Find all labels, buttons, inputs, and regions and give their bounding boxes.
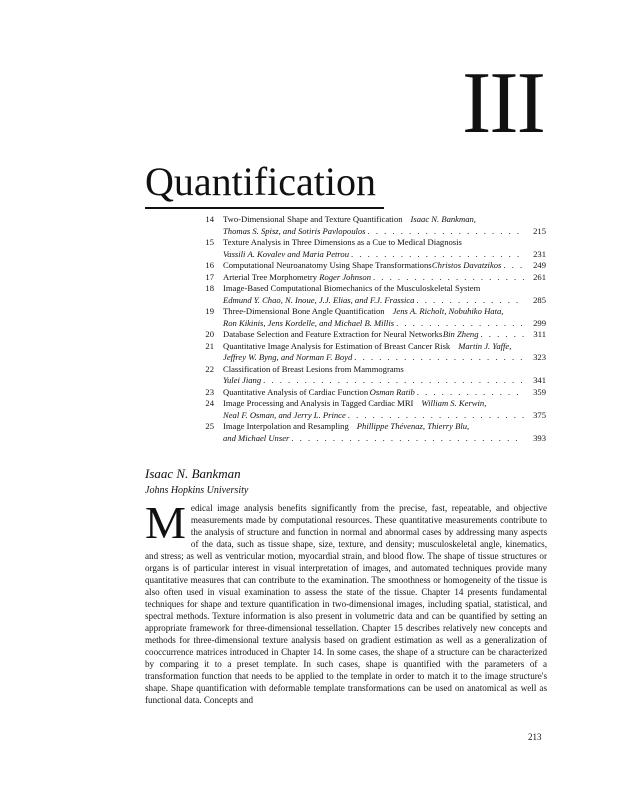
toc-leader-dots [351,249,524,261]
toc-chapter-number: 24 [205,398,214,408]
toc-chapter-authors: Jeffrey W. Byng, and Norman F. Boyd [223,352,353,362]
toc-chapter-number: 16 [205,260,214,270]
toc-chapter-authors: William S. Kerwin, [421,398,487,408]
toc-line [223,272,546,284]
toc-page-number: 393 [533,432,546,443]
toc-page-number: 341 [533,375,546,385]
toc-chapter-title: Computational Neuroanatomy Using Shape Transformations [223,260,432,270]
toc-leader-dots [291,433,524,445]
toc-entry [200,329,546,341]
toc-chapter-authors: Osman Ratib [369,386,415,397]
toc-chapter-number: 21 [205,340,214,351]
toc-chapter-authors: Thomas S. Spisz, and Sotiris Pavlopoulos [223,225,366,236]
toc-line [223,249,546,261]
toc-line [223,410,546,422]
toc-chapter-title: Image Processing and Analysis in Tagged Cardiac MRI [223,398,414,408]
toc-chapter-authors: Neal F. Osman, and Jerry L. Prince [223,409,346,420]
toc-spacer [413,398,421,410]
toc-entry [200,260,546,272]
toc-page-number: 249 [533,260,546,270]
toc-leader-dots [481,329,525,341]
author-affiliation: Johns Hopkins University [145,485,249,496]
toc-line [223,364,546,376]
toc-chapter-authors: Martin J. Yaffe, [458,340,512,351]
toc-line [223,433,546,445]
toc-chapter-title: Two-Dimensional Shape and Texture Quantification [223,214,403,224]
toc-chapter-title: Classification of Breast Lesions from Mammograms [223,363,404,374]
toc-chapter-authors: Phillippe Thévenaz, Thierry Blu, [356,421,470,431]
toc-chapter-authors: and Michael Unser [223,432,290,443]
toc-line [223,329,546,341]
toc-chapter-authors: Bin Zheng [442,329,479,339]
toc-chapter-authors: Vassili A. Kovalev and Maria Petrou [223,248,350,259]
page-number: 213 [528,732,542,742]
toc-entry [200,341,546,364]
toc-spacer [403,214,411,226]
toc-page-number: 299 [533,317,546,328]
toc-leader-dots [263,375,524,387]
toc-line [223,398,546,410]
toc-line [223,375,546,387]
toc-line [223,237,546,249]
toc-line [223,260,546,272]
toc-chapter-number: 20 [205,329,214,339]
toc-chapter-authors: Isaac N. Bankman, [410,214,476,224]
toc-entry [200,387,546,399]
toc-chapter-authors: Jens A. Richolt, Nobuhiko Hata, [392,306,504,316]
toc-line [223,341,546,353]
drop-cap: M [145,497,186,548]
toc-chapter-title: Quantitative Analysis of Cardiac Function [223,386,369,397]
toc-line [223,352,546,364]
toc-chapter-title: Three-Dimensional Bone Angle Quantification [223,306,385,316]
body-text: edical image analysis benefits significantly from the precise, fast, repeatable, and objective measurements made by computational resources. These quantitative measurements contribute to the analysis of structure and function in normal and abnormal cases by addressing many aspects of the data, such as tissue shape, size, texture, and density; musculoskeletal angle, kinematics, and stress; as well as ventricular motion, myocardial strain, and blood flow. The shape of tissue structures or organs is of particular interest in visual interpretation of images, and automated techniques provide many quantitative measures that can contribute to the examination. The smoothness or homogeneity of the tissue is also often used in visual examination to assess the state of the tissue. Chapter 14 presents fundamental techniques for shape and texture quantification in two-dimensional images, including spatial, statistical, and spectral methods. Texture information is also present in volumetric data and can be quantified by setting an appropriate framework for three-dimensional tessellation. Chapter 15 describes relatively new concepts and methods for three-dimensional texture analysis based on gradient estimation as well as a generalization of cooccurrence matrices introduced in Chapter 14. In some cases, the shape of a structure can be characterized by comparing it to a preset template. In such cases, shape is quantified with the parameters of a transformation function that needs to be applied to the template in order to match it to the image structure's shape. Shape quantification with deformable template transformations can be used on anatomical as well as functional data. Concepts and [145,503,547,705]
toc-chapter-title: Arterial Tree Morphometry [223,271,318,282]
toc-line [223,306,546,318]
toc-page-number: 323 [533,352,546,362]
toc-page-number: 359 [533,386,546,397]
toc-chapter-number: 19 [205,306,214,316]
toc-line [223,318,546,330]
table-of-contents [200,214,546,444]
toc-line [223,283,546,295]
toc-line [223,421,546,433]
toc-chapter-number: 17 [205,271,214,282]
toc-chapter-authors: Christos Davatzikos [431,260,502,270]
toc-entry [200,364,546,387]
toc-line [223,295,546,307]
toc-chapter-authors: Yulei Jiang [223,375,262,385]
toc-page-number: 375 [533,409,546,420]
toc-chapter-number: 22 [205,363,214,374]
toc-line [223,226,546,238]
toc-chapter-number: 18 [205,283,214,293]
body-paragraph [145,497,547,706]
toc-page-number: 311 [533,329,546,339]
toc-leader-dots [368,226,524,238]
toc-page-number: 215 [533,225,546,236]
part-title: Quantification [145,159,377,204]
toc-chapter-number: 14 [205,214,214,224]
toc-line [223,387,546,399]
toc-leader-dots [396,318,524,330]
toc-chapter-authors: Ron Kikinis, Jens Kordelle, and Michael B. Millis [223,317,395,328]
toc-leader-dots [416,295,524,307]
toc-chapter-authors: Roger Johnson [319,271,371,282]
toc-chapter-title: Database Selection and Feature Extraction for Neural Networks [223,329,443,339]
toc-spacer [349,421,357,433]
toc-chapter-title: Image-Based Computational Biomechanics of the Musculoskeletal System [223,283,481,293]
title-rule [145,207,384,209]
toc-chapter-authors: Edmund Y. Chao, N. Inoue, J.J. Elias, and F.J. Frassica [223,294,415,305]
author-name: Isaac N. Bankman [145,466,241,481]
toc-entry [200,272,546,284]
toc-entry [200,214,546,237]
toc-line [223,214,546,226]
toc-chapter-title: Image Interpolation and Resampling [223,421,349,431]
toc-leader-dots [503,260,524,272]
toc-page-number: 285 [533,294,546,305]
toc-page-number: 231 [533,248,546,259]
toc-entry [200,421,546,444]
toc-entry [200,398,546,421]
toc-chapter-title: Quantitative Image Analysis for Estimation of Breast Cancer Risk [223,340,451,351]
toc-page-number: 261 [533,271,546,282]
part-number: III [462,55,544,152]
toc-leader-dots [354,352,524,364]
toc-entry [200,306,546,329]
toc-leader-dots [348,410,524,422]
toc-chapter-number: 23 [205,386,214,397]
toc-leader-dots [417,387,524,399]
toc-leader-dots [373,272,524,284]
toc-chapter-number: 25 [205,421,214,431]
toc-chapter-number: 15 [205,237,214,247]
toc-entry [200,283,546,306]
toc-spacer [385,306,393,318]
toc-entry [200,237,546,260]
toc-chapter-title: Texture Analysis in Three Dimensions as a Cue to Medical Diagnosis [223,237,462,247]
